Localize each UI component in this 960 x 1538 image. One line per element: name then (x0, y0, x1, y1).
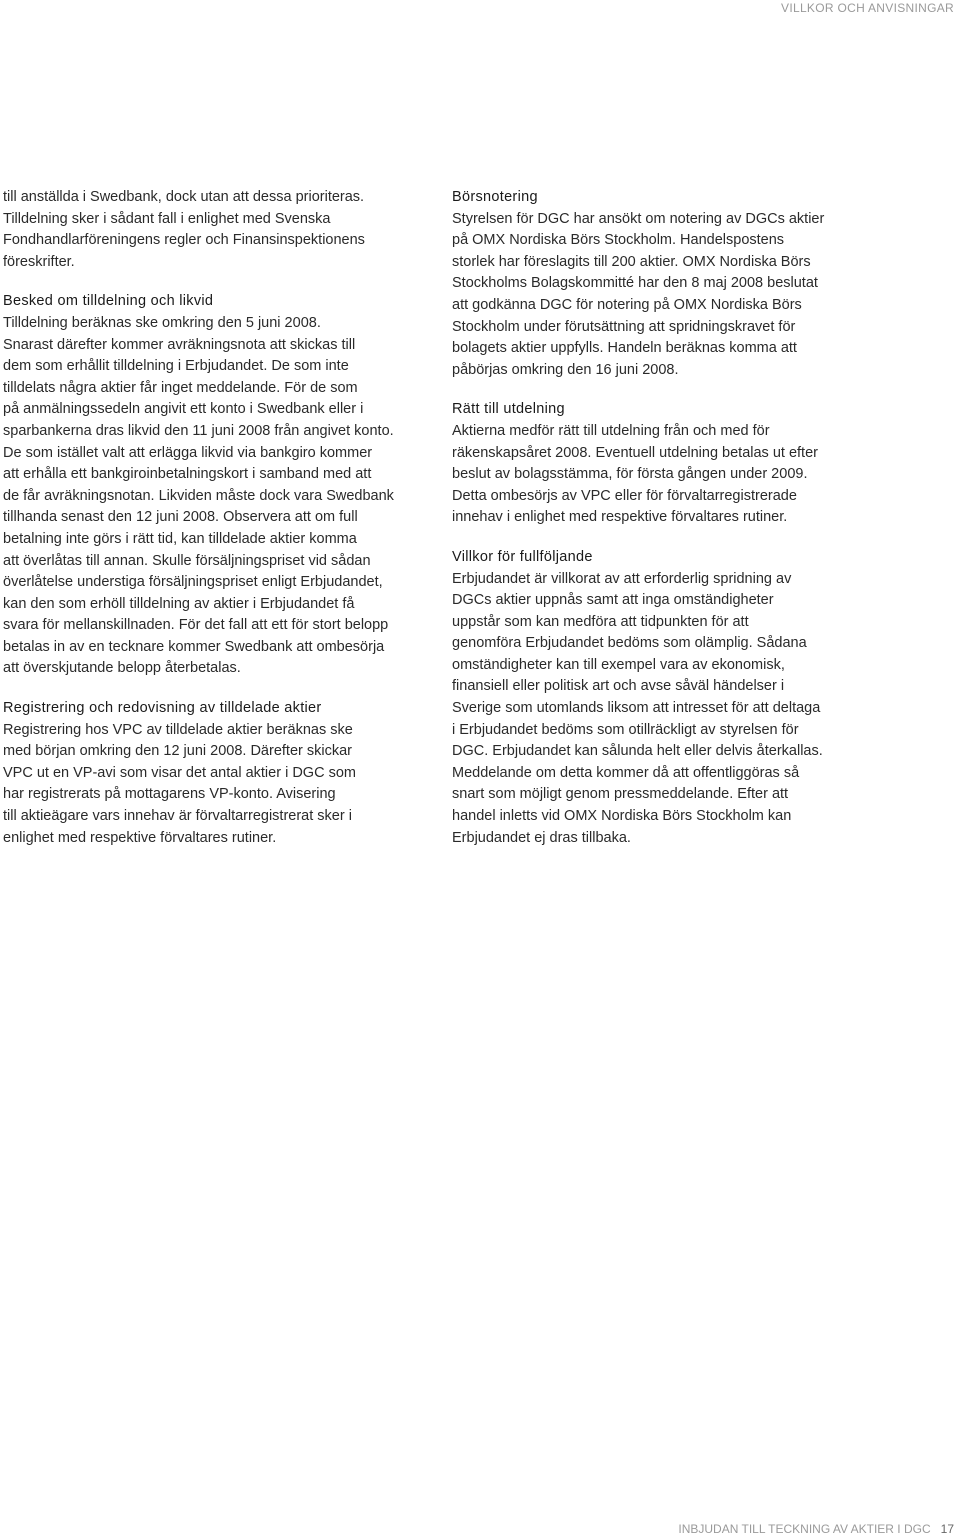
text-line: på OMX Nordiska Börs Stockholm. Handelspostens (452, 232, 785, 249)
section-paragraph (3, 313, 423, 680)
section-paragraph (452, 209, 872, 382)
text-line: i Erbjudandet bedöms som otillräckligt av styrelsen för (452, 721, 799, 738)
borsnotering-section (452, 187, 872, 381)
text-line: Tilldelning sker i sådant fall i enlighet med Svenska (3, 210, 331, 227)
text-line: påbörjas omkring den 16 juni 2008. (452, 361, 679, 378)
text-line: tillhanda senast den 12 juni 2008. Observera att om full (3, 509, 358, 526)
text-line: Styrelsen för DGC har ansökt om notering av DGCs aktier (452, 210, 825, 227)
text-line: uppstår som kan medföra att tidpunkten för att (452, 613, 749, 630)
text-line: genomföra Erbjudandet bedöms som olämplig. Sådana (452, 635, 807, 652)
text-line: svara för mellanskillnaden. För det fall att ett för stort belopp (3, 617, 389, 634)
text-line: att godkänna DGC för notering på OMX Nordiska Börs (452, 296, 802, 313)
besked-section (3, 291, 423, 680)
running-header: VILLKOR OCH ANVISNINGAR (781, 1, 954, 15)
intro-section (3, 187, 423, 273)
text-line: överlåtelse understiga försäljningspriset enligt Erbjudandet, (3, 574, 383, 591)
text-line: Erbjudandet ej dras tillbaka. (452, 829, 631, 846)
text-line: sparbankerna dras likvid den 11 juni 2008 från angivet konto. (3, 422, 394, 439)
text-line: att erhålla ett bankgiroinbetalningskort i samband med att (3, 466, 372, 483)
text-line: att överlåtas till annan. Skulle försäljningspriset vid sådan (3, 552, 371, 569)
right-column (452, 187, 872, 867)
text-line: Sverige som utomlands liksom att intresset för att deltaga (452, 700, 821, 717)
text-line: Registrering hos VPC av tilldelade aktier beräknas ske (3, 721, 353, 738)
text-line: att överskjutande belopp återbetalas. (3, 660, 241, 677)
text-line: till aktieägare vars innehav är förvaltarregistrerat sker i (3, 808, 352, 825)
text-line: Detta ombesörjs av VPC eller för förvaltarregistrerade (452, 487, 797, 504)
text-line: Fondhandlarföreningens regler och Finansinspektionens (3, 232, 365, 249)
text-line: snart som möjligt genom pressmeddelande. Efter att (452, 786, 789, 803)
text-line: Stockholm under förutsättning att spridningskravet för (452, 318, 796, 335)
text-line: på anmälningssedeln angivit ett konto i Swedbank eller i (3, 401, 364, 418)
page-number: 17 (940, 1522, 954, 1536)
text-line: Meddelande om detta kommer då att offentliggöras så (452, 764, 800, 781)
text-line: kan den som erhöll tilldelning av aktier i Erbjudandet få (3, 595, 355, 612)
text-line: dem som erhållit tilldelning i Erbjudandet. De som inte (3, 358, 349, 375)
text-line: Erbjudandet är villkorat av att erforderlig spridning av (452, 570, 792, 587)
text-line: Stockholms Bolagskommitté har den 8 maj 2008 beslutat (452, 275, 818, 292)
section-heading: Registrering och redovisning av tilldelade aktier (3, 700, 322, 717)
text-line: Aktierna medför rätt till utdelning från och med för (452, 422, 770, 439)
text-line: Tilldelning beräknas ske omkring den 5 juni 2008. (3, 314, 321, 331)
text-line: innehav i enlighet med respektive förvaltares rutiner. (452, 509, 788, 526)
intro-paragraph (3, 187, 423, 273)
section-paragraph (452, 569, 872, 850)
text-line: de får avräkningsnotan. Likviden måste dock vara Swedbank (3, 487, 394, 504)
footer-document-title: INBJUDAN TILL TECKNING AV AKTIER I DGC (678, 1522, 931, 1536)
section-heading: Rätt till utdelning (452, 401, 565, 418)
text-line: till anställda i Swedbank, dock utan att dessa prioriteras. (3, 189, 365, 205)
text-line: storlek har föreslagits till 200 aktier. OMX Nordiska Börs (452, 253, 811, 270)
registrering-section (3, 698, 423, 849)
left-column (3, 187, 423, 867)
section-paragraph (3, 720, 423, 850)
text-line: betalas in av en tecknare kommer Swedbank att ombesörja (3, 638, 385, 655)
text-line: omständigheter kan till exempel vara av ekonomisk, (452, 656, 785, 673)
text-line: tilldelats några aktier får inget meddelande. För de som (3, 379, 358, 396)
villkor-section (452, 547, 872, 849)
text-line: beslut av bolagsstämma, för första gången under 2009. (452, 466, 808, 483)
page-footer (678, 1520, 954, 1538)
section-paragraph (452, 421, 872, 529)
text-line: föreskrifter. (3, 253, 75, 270)
text-line: De som istället valt att erlägga likvid via bankgiro kommer (3, 444, 373, 461)
section-heading: Besked om tilldelning och likvid (3, 293, 214, 310)
text-line: VPC ut en VP-avi som visar det antal aktier i DGC som (3, 764, 356, 781)
section-heading: Villkor för fullföljande (452, 548, 593, 565)
text-line: betalning inte görs i rätt tid, kan tilldelade aktier komma (3, 530, 357, 547)
text-line: har registrerats på mottagarens VP-konto. Avisering (3, 786, 336, 803)
text-line: enlighet med respektive förvaltares rutiner. (3, 829, 277, 846)
text-line: räkenskapsåret 2008. Eventuell utdelning betalas ut efter (452, 444, 818, 461)
text-line: bolagets aktier uppfylls. Handeln beräknas komma att (452, 340, 797, 357)
utdelning-section (452, 399, 872, 529)
text-line: handel inletts vid OMX Nordiska Börs Stockholm kan (452, 808, 792, 825)
text-line: DGCs aktier uppnås samt att inga omständigheter (452, 592, 774, 609)
text-line: med början omkring den 12 juni 2008. Därefter skickar (3, 743, 352, 760)
text-line: Snarast därefter kommer avräkningsnota att skickas till (3, 336, 356, 353)
text-line: DGC. Erbjudandet kan sålunda helt eller delvis återkallas. (452, 743, 823, 760)
text-line: finansiell eller politisk art och avse såväl händelser i (452, 678, 785, 695)
section-heading: Börsnotering (452, 189, 538, 205)
